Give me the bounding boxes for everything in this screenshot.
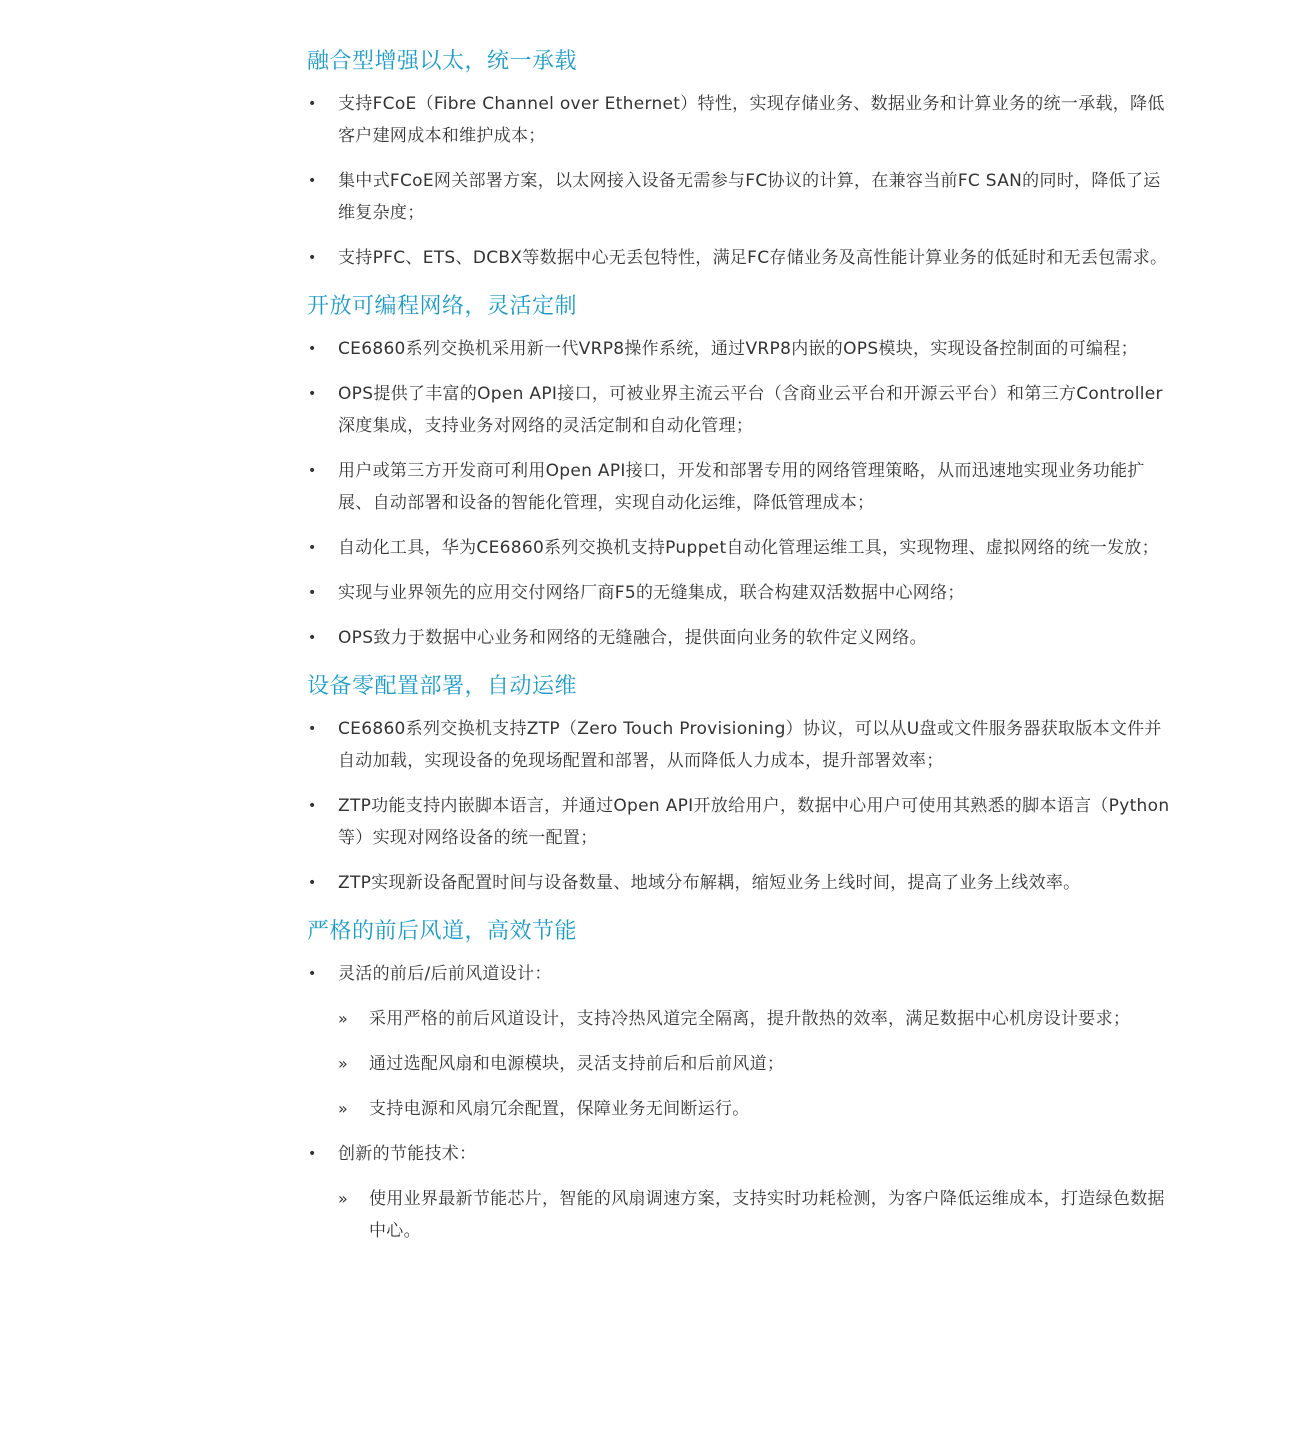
bullet-icon: •: [308, 341, 317, 357]
sub-list-item: [338, 1093, 1177, 1125]
list-item: [307, 713, 1177, 777]
bullet-icon: •: [308, 875, 317, 891]
bullet-icon: •: [308, 585, 317, 601]
list-item-text: CE6860系列交换机支持ZTP（Zero Touch Provisioning）协议，可以从U盘或文件服务器获取版本文件并自动加载，实现设备的免现场配置和部署，从而降低人力成本，提升部署效率；: [338, 719, 1162, 771]
list-item: [307, 1138, 1177, 1247]
section-title: 设备零配置部署，自动运维: [307, 674, 578, 699]
bullet-icon: •: [308, 1146, 317, 1162]
double-chevron-icon: »: [338, 1054, 349, 1073]
bullet-icon: •: [308, 173, 317, 189]
sub-list-item-text: 支持电源和风扇冗余配置，保障业务无间断运行。: [369, 1099, 750, 1119]
list-item: [307, 958, 1177, 1125]
bullet-icon: •: [308, 463, 317, 479]
section-converged-ethernet: [307, 44, 1177, 274]
list-item-text: 灵活的前后/后前风道设计：: [338, 964, 552, 984]
list-item: [307, 532, 1177, 564]
bullet-icon: •: [308, 386, 317, 402]
list-item: [307, 88, 1177, 152]
list-item-text: 支持FCoE（Fibre Channel over Ethernet）特性，实现存储业务、数据业务和计算业务的统一承载，降低客户建网成本和维护成本；: [338, 94, 1165, 146]
bullet-icon: •: [308, 96, 317, 112]
list-item: [307, 333, 1177, 365]
section-title: 严格的前后风道，高效节能: [307, 919, 578, 944]
list-item-text: ZTP功能支持内嵌脚本语言，并通过Open API开放给用户，数据中心用户可使用其熟悉的脚本语言（Python等）实现对网络设备的统一配置；: [338, 796, 1170, 848]
bullet-list: [307, 713, 1177, 899]
list-item: [307, 867, 1177, 899]
list-item: [307, 622, 1177, 654]
list-item: [307, 790, 1177, 854]
section-title: 开放可编程网络，灵活定制: [307, 294, 578, 319]
sub-list-item: [338, 1048, 1177, 1080]
bullet-icon: •: [308, 540, 317, 556]
sub-bullet-list: [338, 1003, 1177, 1125]
content-column: [307, 44, 1177, 1260]
bullet-icon: •: [308, 798, 317, 814]
list-item-text: 自动化工具，华为CE6860系列交换机支持Puppet自动化管理运维工具，实现物理、虚拟网络的统一发放；: [338, 538, 1159, 558]
sub-list-item: [338, 1183, 1177, 1247]
double-chevron-icon: »: [338, 1099, 349, 1118]
double-chevron-icon: »: [338, 1189, 349, 1208]
list-item-text: 集中式FCoE网关部署方案，以太网接入设备无需参与FC协议的计算，在兼容当前FC SAN的同时，降低了运维复杂度；: [338, 171, 1161, 223]
bullet-icon: •: [308, 250, 317, 266]
section-airflow: [307, 914, 1177, 1247]
list-item-text: OPS致力于数据中心业务和网络的无缝融合，提供面向业务的软件定义网络。: [338, 628, 927, 648]
bullet-icon: •: [308, 721, 317, 737]
bullet-list: [307, 333, 1177, 654]
list-item-text: 实现与业界领先的应用交付网络厂商F5的无缝集成，联合构建双活数据中心网络；: [338, 583, 965, 603]
list-item-text: ZTP实现新设备配置时间与设备数量、地域分布解耦，缩短业务上线时间，提高了业务上线效率。: [338, 873, 1081, 893]
sub-list-item-text: 通过选配风扇和电源模块，灵活支持前后和后前风道；: [369, 1054, 785, 1074]
list-item-text: 创新的节能技术：: [338, 1144, 477, 1164]
section-title: 融合型增强以太，统一承载: [307, 49, 578, 74]
bullet-icon: •: [308, 966, 317, 982]
list-item-text: 支持PFC、ETS、DCBX等数据中心无丢包特性，满足FC存储业务及高性能计算业务的低延时和无丢包需求。: [338, 248, 1168, 268]
list-item: [307, 577, 1177, 609]
bullet-list: [307, 958, 1177, 1247]
list-item: [307, 378, 1177, 442]
bullet-icon: •: [308, 630, 317, 646]
list-item-text: 用户或第三方开发商可利用Open API接口，开发和部署专用的网络管理策略，从而迅速地实现业务功能扩展、自动部署和设备的智能化管理，实现自动化运维，降低管理成本；: [338, 461, 1145, 513]
double-chevron-icon: »: [338, 1009, 349, 1028]
list-item-text: CE6860系列交换机采用新一代VRP8操作系统，通过VRP8内嵌的OPS模块，实现设备控制面的可编程；: [338, 339, 1138, 359]
sub-list-item-text: 使用业界最新节能芯片，智能的风扇调速方案，支持实时功耗检测，为客户降低运维成本，打造绿色数据中心。: [369, 1189, 1165, 1241]
sub-list-item-text: 采用严格的前后风道设计，支持冷热风道完全隔离，提升散热的效率，满足数据中心机房设计要求；: [369, 1009, 1131, 1029]
section-zero-touch: [307, 669, 1177, 899]
list-item: [307, 455, 1177, 519]
sub-list-item: [338, 1003, 1177, 1035]
list-item-text: OPS提供了丰富的Open API接口，可被业界主流云平台（含商业云平台和开源云平台）和第三方Controller深度集成，支持业务对网络的灵活定制和自动化管理；: [338, 384, 1163, 436]
list-item: [307, 242, 1177, 274]
sub-bullet-list: [338, 1183, 1177, 1247]
section-programmable-network: [307, 289, 1177, 654]
list-item: [307, 165, 1177, 229]
bullet-list: [307, 88, 1177, 274]
